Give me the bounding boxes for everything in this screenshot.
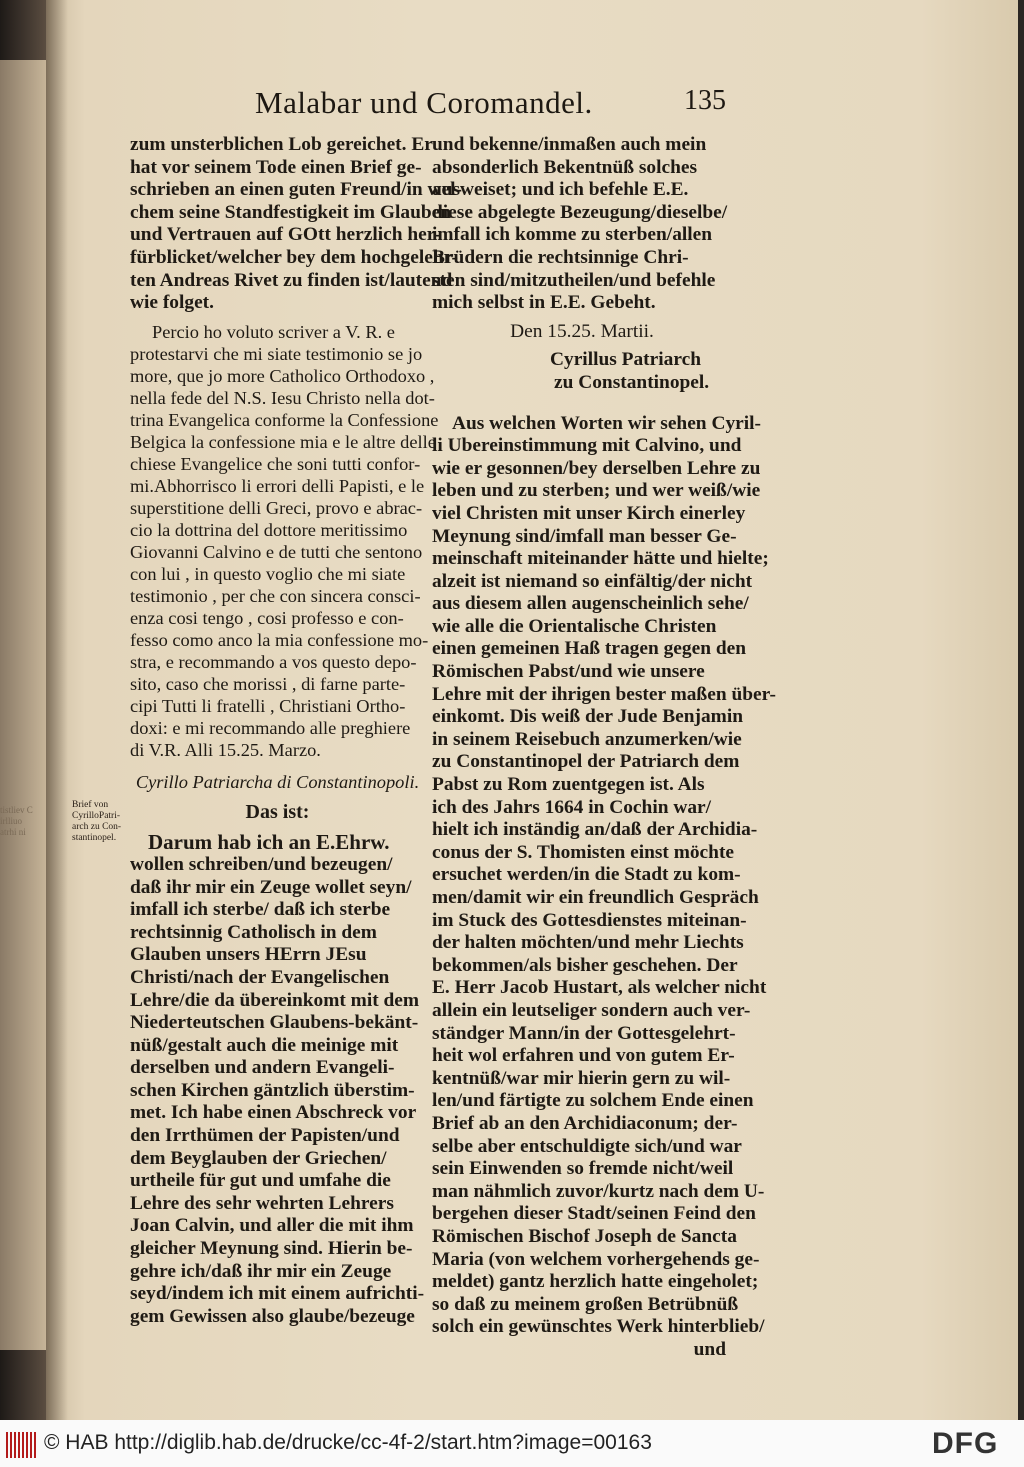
text-line: wollen schreiben/und bezeugen/ bbox=[130, 853, 393, 875]
text-line: gem Gewissen also glaube/bezeuge bbox=[130, 1305, 415, 1327]
text-line: fürblicket/welcher bey dem hochgelehr- bbox=[130, 246, 458, 268]
left-column bbox=[130, 134, 462, 1328]
text-line: hat vor seinem Tode einen Brief ge- bbox=[130, 156, 422, 178]
text-line: chem seine Standfestigkeit im Glauben bbox=[130, 201, 452, 223]
german-translation bbox=[130, 831, 425, 1328]
signature-line: Cyrillus Patriarch bbox=[550, 349, 701, 371]
text-line: allein ein leutseliger sondern auch ver- bbox=[432, 999, 751, 1021]
text-line: met. Ich habe einen Abschreck vor bbox=[130, 1102, 417, 1124]
text-line: absonderlich Bekentnüß solches bbox=[432, 156, 698, 178]
signature-line: zu Constantinopel. bbox=[554, 371, 710, 393]
text-line: more, que jo more Catholico Orthodoxo , bbox=[130, 365, 435, 386]
text-line: bergehen dieser Stadt/seinen Feind den bbox=[432, 1203, 756, 1225]
text-line: diese abgelegte Bezeugung/dieselbe/ bbox=[432, 201, 728, 223]
right-column bbox=[432, 134, 776, 1361]
text-line: ausweiset; und ich befehle E.E. bbox=[432, 179, 689, 201]
text-line: einkomt. Dis weiß der Jude Benjamin bbox=[432, 706, 743, 728]
text-line: di V.R. Alli 15.25. Marzo. bbox=[130, 739, 321, 760]
dfg-logo: DFG bbox=[932, 1427, 999, 1460]
text-line: Maria (von welchem vorhergehends ge- bbox=[432, 1248, 760, 1270]
text-line: Giovanni Calvino e de tutti che sentono bbox=[130, 541, 423, 562]
margin-note bbox=[72, 800, 130, 844]
text-line: wie alle die Orientalische Christen bbox=[432, 615, 717, 637]
text-line: schen Kirchen gäntzlich überstim- bbox=[130, 1079, 415, 1101]
text-line: Lehre/die da übereinkomt mit dem bbox=[130, 989, 420, 1011]
text-line: derselben und andern Evangeli- bbox=[130, 1057, 395, 1079]
italian-letter bbox=[130, 321, 439, 761]
text-line: Brief ab an den Archidiaconum; der- bbox=[432, 1112, 738, 1134]
text-line: mi.Abhorrisco li errori delli Papisti, e le bbox=[130, 475, 425, 496]
text-line: stra, e recommando a vos questo depo- bbox=[130, 651, 417, 672]
text-line: den Irrthümen der Papisten/und bbox=[130, 1125, 400, 1147]
text-line: gehre ich/daß ihr mir ein Zeuge bbox=[130, 1260, 392, 1282]
text-line: rechtsinnig Catholisch in dem bbox=[130, 921, 377, 943]
signature-block bbox=[432, 349, 732, 394]
text-line: protestarvi che mi siate testimonio se jo bbox=[130, 343, 423, 364]
text-line: men/damit wir ein freundlich Gespräch bbox=[432, 887, 759, 908]
facing-page-edge bbox=[0, 60, 48, 1350]
text-line: aus diesem allen augenscheinlich sehe/ bbox=[432, 593, 749, 615]
text-line: chiese Evangelice che soni tutti confor- bbox=[130, 453, 421, 474]
text-line: Joan Calvin, und aller die mit ihm bbox=[130, 1215, 414, 1237]
text-line: solch ein gewünschtes Werk hinterblieb/ bbox=[432, 1316, 765, 1338]
text-line: kentnüß/war mir hierin gern zu wil- bbox=[432, 1067, 731, 1089]
text-line: superstitione delli Greci, provo e abrac- bbox=[130, 497, 423, 518]
text-line: sein Einwenden so fremde nicht/weil bbox=[432, 1158, 734, 1180]
margin-note-line: stantinopel. bbox=[72, 833, 117, 843]
bleed-note-line: atrhi ni bbox=[0, 827, 26, 837]
text-line: in seinem Reisebuch anzumerken/wie bbox=[432, 728, 742, 750]
text-line: hielt ich inständig an/daß der Archidia- bbox=[432, 819, 758, 841]
text-line: so daß zu meinem großen Betrübnüß bbox=[432, 1293, 739, 1315]
text-line: Percio ho voluto scriver a V. R. e bbox=[152, 321, 395, 342]
gutter-shadow bbox=[46, 0, 68, 1420]
page-number: 135 bbox=[684, 85, 726, 116]
text-line: Römischen Pabst/und wie unsere bbox=[432, 661, 705, 683]
text-line: conus der S. Thomisten einst möchte bbox=[432, 841, 735, 863]
text-line: Lehre mit der ihrigen bester maßen über- bbox=[432, 683, 776, 705]
margin-note-line: Brief von bbox=[72, 800, 109, 810]
text-line: im Stuck des Gottesdienstes miteinan- bbox=[432, 909, 747, 931]
text-line: Glauben unsers HErrn JEsu bbox=[130, 944, 367, 966]
text-line: zum unsterblichen Lob gereichet. Er bbox=[130, 134, 433, 155]
text-line: sten sind/mitzutheilen/und befehle bbox=[432, 269, 716, 291]
text-line: leben und zu sterben; und wer weiß/wie bbox=[432, 480, 761, 502]
text-line: zu Constantinopel der Patriarch dem bbox=[432, 751, 740, 773]
text-line: Niederteutschen Glaubens-bekänt- bbox=[130, 1012, 419, 1034]
text-line: nüß/gestalt auch die meinige mit bbox=[130, 1034, 399, 1056]
text-line: Belgica la confessione mia e le altre delle bbox=[130, 431, 436, 452]
commentary-paragraph bbox=[432, 412, 776, 1362]
text-line: alzeit ist niemand so einfältig/der nicht bbox=[432, 570, 753, 592]
text-line: Brüdern die rechtsinnige Chri- bbox=[432, 246, 689, 268]
text-line: schrieben an einen guten Freund/in wel- bbox=[130, 179, 462, 201]
text-line: con lui , in questo voglio che mi siate bbox=[130, 563, 406, 584]
text-line: E. Herr Jacob Hustart, als welcher nicht bbox=[432, 977, 767, 999]
text-line: imfall ich komme zu sterben/allen bbox=[432, 224, 713, 246]
text-line: selbe aber entschuldigte sich/und war bbox=[432, 1135, 742, 1157]
text-line: nella fede del N.S. Iesu Christo nella dot- bbox=[130, 387, 435, 408]
text-line: wie er gesonnen/bey derselben Lehre zu bbox=[432, 457, 761, 479]
text-line: enza cosi tengo , cosi professo e con- bbox=[130, 607, 404, 628]
text-line: Christi/nach der Evangelischen bbox=[130, 966, 390, 988]
barcode-logo bbox=[6, 1432, 40, 1458]
text-line: mich selbst in E.E. Gebeht. bbox=[432, 292, 656, 314]
text-line: li Ubereinstimmung mit Calvino, und bbox=[432, 435, 742, 457]
text-line: urtheile für gut und umfahe die bbox=[130, 1170, 391, 1192]
text-line: und bekenne/inmaßen auch mein bbox=[432, 134, 707, 155]
text-line: imfall ich sterbe/ daß ich sterbe bbox=[130, 899, 391, 921]
text-line: man nähmlich zuvor/kurtz nach dem U- bbox=[432, 1180, 765, 1202]
bleed-note-line: tistliev C bbox=[0, 805, 33, 815]
running-head: Malabar und Coromandel. bbox=[255, 85, 593, 120]
text-line: ersuchet werden/in die Stadt zu kom- bbox=[432, 864, 741, 886]
text-line: fesso como anco la mia confessione mo- bbox=[130, 629, 429, 650]
section-heading: Das ist: bbox=[245, 800, 310, 823]
facing-page-margin-note bbox=[0, 805, 46, 838]
text-line: daß ihr mir ein Zeuge wollet seyn/ bbox=[130, 876, 412, 898]
text-line: meldet) gantz herzlich hatte eingeholet; bbox=[432, 1271, 759, 1293]
copyright-link[interactable]: © HAB http://diglib.hab.de/drucke/cc-4f-2/start.htm?image=00163 bbox=[44, 1431, 652, 1454]
text-line: Pabst zu Rom zuentgegen ist. Als bbox=[432, 774, 705, 796]
signature-italian: Cyrillo Patriarcha di Constantinopoli. bbox=[135, 771, 420, 792]
text-line: bekommen/als bisher geschehen. Der bbox=[432, 954, 738, 976]
text-line: dem Beyglauben der Griechen/ bbox=[130, 1147, 387, 1169]
text-line: ständger Mann/in der Gottesgelehrt- bbox=[432, 1022, 736, 1044]
bleed-note-line: irlliuo bbox=[0, 816, 22, 826]
text-line: Darum hab ich an E.Ehrw. bbox=[148, 830, 390, 855]
text-line: len/und färtigte zu solchem Ende einen bbox=[432, 1090, 754, 1112]
text-line: Aus welchen Worten wir sehen Cyril- bbox=[452, 412, 761, 434]
margin-note-line: arch zu Con- bbox=[72, 822, 122, 832]
intro-paragraph bbox=[130, 134, 462, 315]
text-line: ten Andreas Rivet zu finden ist/lautend bbox=[130, 269, 453, 291]
text-line: viel Christen mit unser Kirch einerley bbox=[432, 502, 746, 524]
text-line: und Vertrauen auf GOtt herzlich her- bbox=[130, 224, 442, 246]
text-line: Meynung sind/imfall man besser Ge- bbox=[432, 525, 737, 547]
text-line: Römischen Bischof Joseph de Sancta bbox=[432, 1225, 737, 1247]
text-line: ich des Jahrs 1664 in Cochin war/ bbox=[432, 796, 712, 818]
text-line: trina Evangelica conforme la Confessione bbox=[130, 409, 439, 430]
text-line: Lehre des sehr wehrten Lehrers bbox=[130, 1192, 394, 1214]
text-line: gleicher Meynung sind. Hierin be- bbox=[130, 1238, 413, 1260]
text-line: seyd/indem ich mit einem aufrichti- bbox=[130, 1283, 425, 1305]
text-line: einen gemeinen Haß tragen gegen den bbox=[432, 638, 746, 660]
catchword: und bbox=[693, 1338, 726, 1360]
text-line: sito, caso che morissi , di farne parte- bbox=[130, 673, 406, 694]
text-line: cipi Tutti li fratelli , Christiani Ortho- bbox=[130, 695, 406, 716]
text-line: der halten möchten/und mehr Liechts bbox=[432, 932, 744, 954]
text-line: testimonio , per che con sincera consci- bbox=[130, 585, 421, 606]
text-line: wie folget. bbox=[130, 292, 214, 314]
text-line: cio la dottrina del dottore meritissimo bbox=[130, 519, 408, 540]
text-line: heit wol erfahren und von gutem Er- bbox=[432, 1045, 735, 1067]
letter-continuation bbox=[432, 134, 732, 315]
text-line: meinschaft miteinander hätte und hielte; bbox=[432, 548, 769, 570]
text-line: doxi: e mi recommando alle preghiere bbox=[130, 717, 411, 738]
letter-date: Den 15.25. Martii. bbox=[510, 320, 654, 342]
margin-note-line: CyrilloPatri- bbox=[72, 811, 121, 821]
